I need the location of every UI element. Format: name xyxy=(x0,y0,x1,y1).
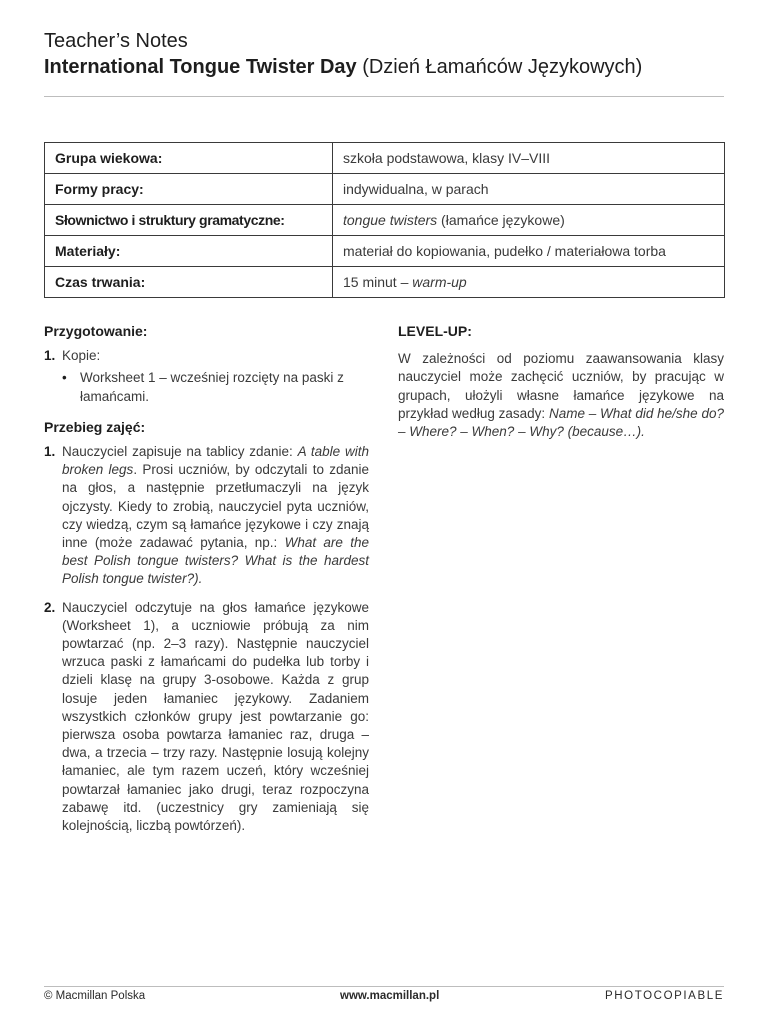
row-value: materiał do kopiowania, pudełko / materiałowa torba xyxy=(333,236,725,267)
table-row xyxy=(45,236,725,267)
document-subtitle: Teacher’s Notes xyxy=(44,30,188,52)
value-italic: tongue twisters xyxy=(343,212,438,228)
level-up-heading: LEVEL-UP: xyxy=(398,323,472,339)
step-text-part: . Prosi uczniów, by odczytali to zdanie na głos, a następnie przetłumaczyli na język ojczysty. Kiedy to zrobią, nauczyciel pyta uczniów, czy wiedzą, czym są łamańce językowe i czy znają inne (może zadawać pytania, np.: xyxy=(62,462,369,551)
procedure-heading: Przebieg zajęć: xyxy=(44,418,146,435)
level-up-text xyxy=(398,350,724,441)
preparation-heading: Przygotowanie: xyxy=(44,323,148,339)
procedure-step-1 xyxy=(44,443,369,589)
step-number: 1. xyxy=(44,444,56,460)
value-plain: (łamańce językowe) xyxy=(437,212,565,228)
step-number: 2. xyxy=(44,599,56,615)
website-link[interactable]: www.macmillan.pl xyxy=(340,990,440,1002)
table-row xyxy=(45,267,725,298)
title-polish: (Dzień Łamańców Językowych) xyxy=(356,56,643,78)
left-column xyxy=(44,322,369,845)
value-plain: 15 minut – xyxy=(343,274,413,290)
preparation-item xyxy=(44,347,369,365)
value-italic: warm-up xyxy=(412,274,467,290)
table-row xyxy=(45,174,725,205)
document-title xyxy=(44,54,724,80)
row-label: Czas trwania: xyxy=(45,267,333,298)
step-text-part: ). xyxy=(194,571,203,587)
row-value: indywidualna, w parach xyxy=(333,174,725,205)
level-up-text-part: W zależności od poziomu zaawansowania klasy nauczyciel może zachęcić uczniów, by pracując w grupach, ułożyli własne łamańce językowe na przykład według zasady: xyxy=(398,351,724,421)
bullet-icon: • xyxy=(62,370,67,386)
row-label: Materiały: xyxy=(45,236,333,267)
step-text: Nauczyciel odczytuje na głos łamańce językowe (Worksheet 1), a uczniowie próbują za nim powtarzać (np. 2–3 razy). Następnie nauczyciel wrzuca paski z łamańcami do pudełka lub torby i dzieli klasę na grupy 3-osobowe. Każda z grup losuje jeden łamaniec językowy. Zadaniem wszystkich członków grupy jest powtarzanie go: pierwsza osoba powtarza łamaniec raz, druga – dwa, a trzecia – trzy razy. Następnie losują kolejny łamaniec, ale tym razem uczeń, który wcześniej powtarzał łamaniec jako drugi, teraz rozpoczyna zabawę itd. (uczestnicy gry zamieniają się kolejnością, liczbą powtórzeń). xyxy=(62,599,369,834)
row-label: Słownictwo i struktury gramatyczne: xyxy=(45,205,333,236)
step-text-italic: A table with broken legs xyxy=(62,444,369,478)
photocopiable-label: PHOTOCOPIABLE xyxy=(604,990,724,1002)
item-number: 1. xyxy=(44,348,56,364)
step-text-italic: What are the best Polish tongue twisters? What is the hardest Polish tongue twister? xyxy=(62,535,369,587)
footer-divider xyxy=(44,986,724,987)
table-row xyxy=(45,205,725,236)
page-header xyxy=(44,29,724,80)
header-divider xyxy=(44,96,724,97)
level-up-text-italic: Name – What did he/she do? – Where? – When? – Why? (because…). xyxy=(398,405,725,440)
title-bold: International Tongue Twister Day xyxy=(44,56,357,78)
lesson-info-table xyxy=(44,142,725,298)
table-row xyxy=(45,143,725,174)
row-label: Grupa wiekowa: xyxy=(45,143,333,174)
row-value xyxy=(333,267,725,298)
preparation-bullet-item xyxy=(62,369,369,405)
procedure-step-2 xyxy=(44,599,369,836)
item-text: Kopie: xyxy=(62,348,101,364)
bullet-text: Worksheet 1 – wcześniej rozcięty na paski z łamańcami. xyxy=(80,370,344,404)
copyright-text: © Macmillan Polska xyxy=(44,990,146,1002)
row-label: Formy pracy: xyxy=(45,174,333,205)
row-value: szkoła podstawowa, klasy IV–VIII xyxy=(333,143,725,174)
step-text xyxy=(62,443,369,589)
step-text-part: Nauczyciel zapisuje na tablicy zdanie: xyxy=(62,444,298,460)
row-value xyxy=(333,205,725,236)
right-column xyxy=(398,322,724,441)
